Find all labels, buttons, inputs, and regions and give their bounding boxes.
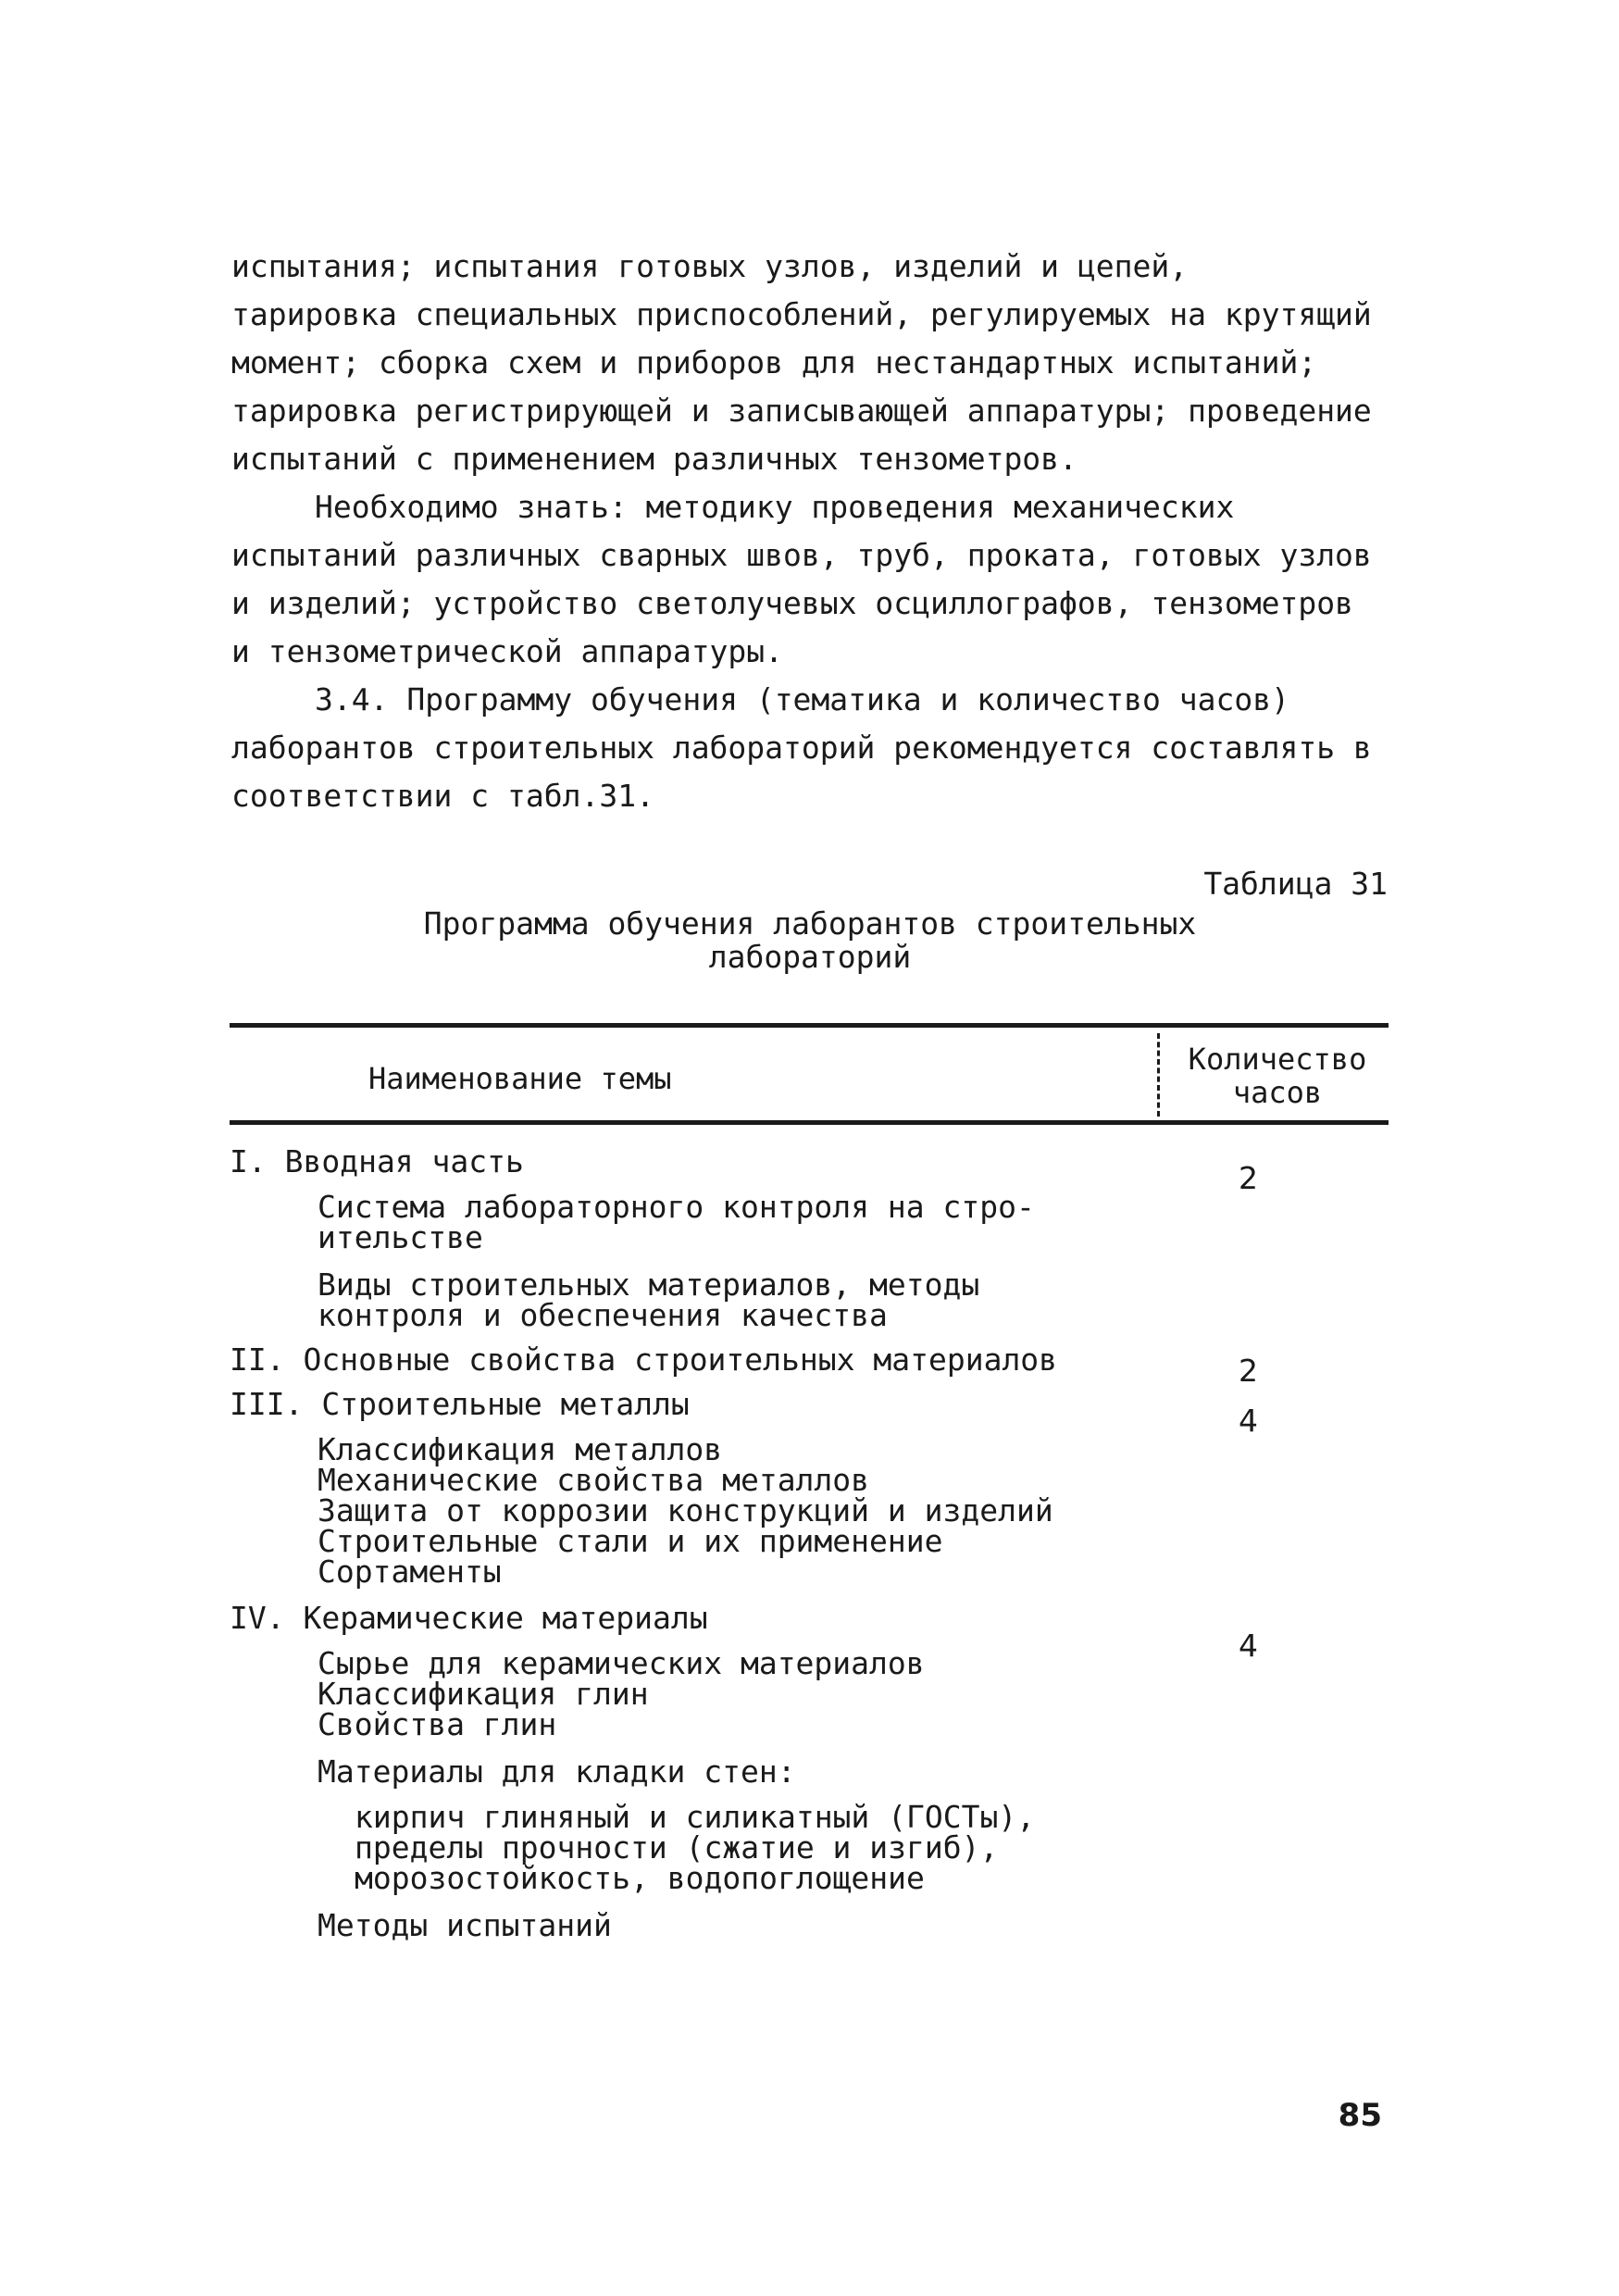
paragraph-continuation: испытания; испытания готовых узлов, изделий и цепей, тарировка специальных приспособлений, регулируемых на крутящий момент; сборка схем и приборов для нестандартных испытаний; тарировка регистрирующей и записывающей аппаратуры; проведение испытаний с применением различных тензометров. <box>231 248 1372 477</box>
table-header <box>230 1028 1389 1120</box>
table-row-section-1 <box>230 1143 1389 1333</box>
subtopic: Система лабораторного контроля на стро- ительстве <box>318 1189 1035 1255</box>
subtopic: Виды строительных материалов, методы контроля и обеспечения качества <box>318 1267 980 1333</box>
table-label: Таблица 31 <box>1203 866 1388 902</box>
table-title: Программа обучения лаборантов строительных лабораторий <box>423 905 1197 975</box>
paragraph-section-3-4: 3.4. Программу обучения (тематика и количество часов) лаборантов строительных лабораторий рекомендуется составлять в соответствии с табл.31. <box>231 681 1372 814</box>
section-hours: 2 <box>1239 1353 1258 1389</box>
page-number: 85 <box>1338 2097 1382 2134</box>
header-topic-name: Наименование темы <box>368 1061 672 1096</box>
section-title: IV. Керамические материалы <box>230 1600 708 1636</box>
table-row-section-4 <box>230 1600 1389 1943</box>
section-title: II. Основные свойства строительных материалов <box>230 1341 1058 1378</box>
section-hours: 4 <box>1239 1403 1258 1439</box>
table-header-rule <box>230 1120 1389 1125</box>
subtopic: Материалы для кладки стен: <box>318 1753 796 1790</box>
table-row-section-2 <box>230 1341 1389 1389</box>
training-program-table <box>230 1023 1389 1943</box>
section-hours: 2 <box>1239 1160 1258 1196</box>
subtopic: Сырье для керамических материалов Классификация глин Свойства глин <box>318 1645 925 1742</box>
subtopic: Классификация металлов Механические свойства металлов Защита от коррозии конструкций и изделий Строительные стали и их применение Сортаменты <box>318 1431 1053 1590</box>
table-body <box>230 1143 1389 1943</box>
section-title: I. Вводная часть <box>230 1143 524 1179</box>
subtopic: Методы испытаний <box>318 1907 612 1943</box>
header-hours: Количество часов <box>1188 1042 1367 1110</box>
section-title: III. Строительные металлы <box>230 1386 690 1422</box>
header-separator <box>1157 1033 1160 1117</box>
subtopic-detail: кирпич глиняный и силикатный (ГОСТы), пределы прочности (сжатие и изгиб), морозостойкость, водопоглощение <box>355 1799 1036 1896</box>
paragraph-required-knowledge: Необходимо знать: методику проведения механических испытаний различных сварных швов, труб, проката, готовых узлов и изделий; устройство светолучевых осциллографов, тензометров и тензометрической аппаратуры. <box>231 489 1372 669</box>
table-row-section-3 <box>230 1386 1389 1590</box>
section-hours: 4 <box>1239 1628 1258 1664</box>
